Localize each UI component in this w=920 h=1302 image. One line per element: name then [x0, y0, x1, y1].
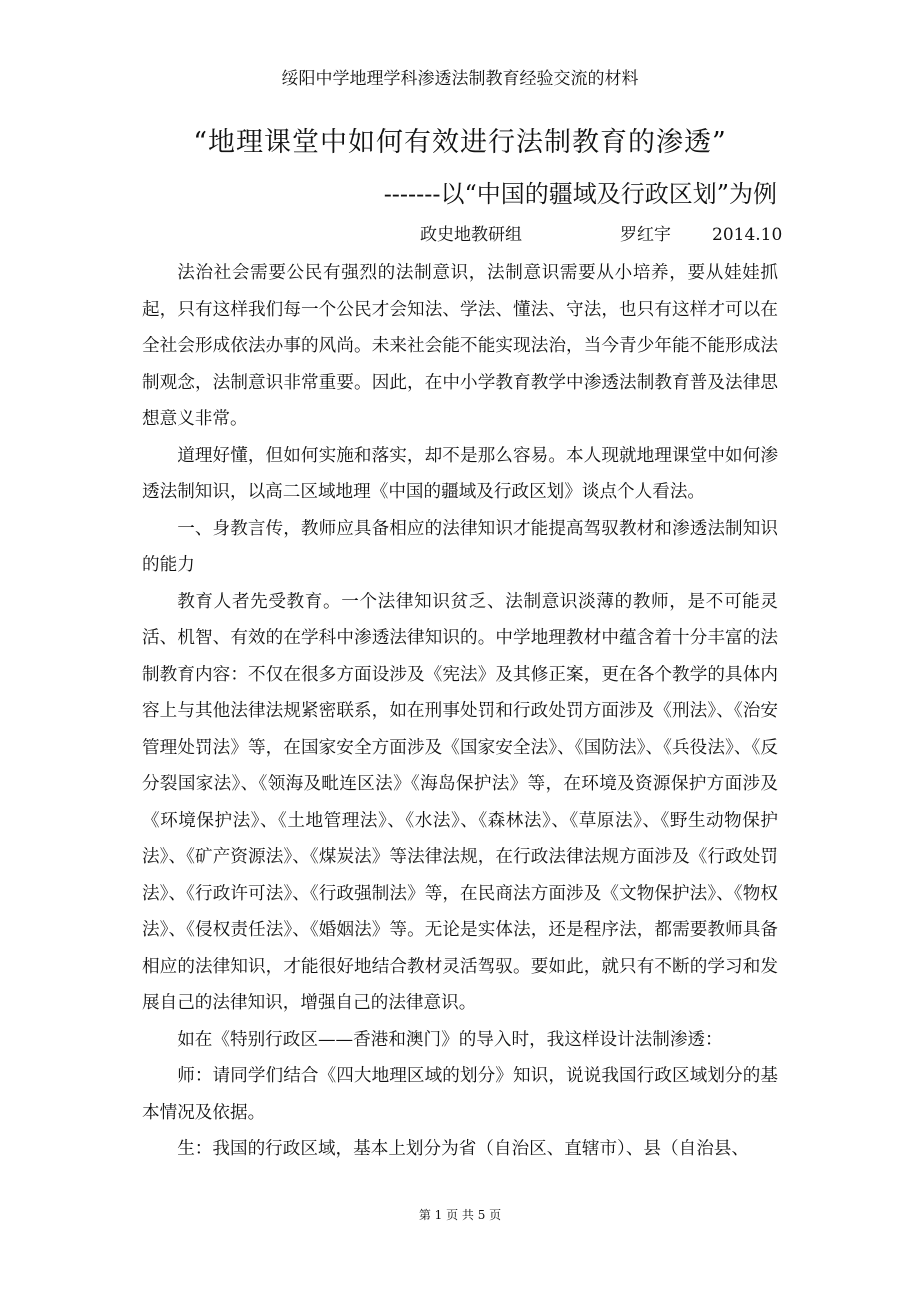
paragraph: 生：我国的行政区域，基本上划分为省（自治区、直辖市）、县（自治县、 [177, 1139, 749, 1159]
paragraph: 教育人者先受教育。一个法律知识贫乏、法制意识淡薄的教师，是不可能灵活、机智、有效的在学科中渗透法律知识的。中学地理教材中蕴含着十分丰富的法制教育内容：不仅在很多方面设涉及《宪法》及其修正案，更在各个教学的具体内容上与其他法律法规紧密联系，如在刑事处罚和行政处罚方面涉及《刑法》、《治安管理处罚法》等，在国家安全方面涉及《国家安全法》、《国防法》、《兵役法》、《反分裂国家法》、《领海及毗连区法》《海岛保护法》等，在环境及资源保护方面涉及《环境保护法》、《土地管理法》、《水法》、《森林法》、《草原法》、《野生动物保护法》、《矿产资源法》、《煤炭法》等法律法规，在行政法律法规方面涉及《行政处罚法》、《行政许可法》、《行政强制法》等，在民商法方面涉及《文物保护法》、《物权法》、《侵权责任法》、《婚姻法》等。无论是实体法，还是程序法，都需要教师具备相应的法律知识，才能很好地结合教材灵活驾驭。要如此，就只有不断的学习和发展自己的法律知识，增强自己的法律意识。 [142, 591, 778, 1013]
page-footer: 第 1 页 共 5 页 [418, 1208, 502, 1222]
document-body [142, 255, 778, 1168]
author-name: 罗红宇 [620, 225, 671, 245]
paragraph: 师：请同学们结合《四大地理区域的划分》知识，说说我国行政区域划分的基本情况及依据。 [142, 1066, 778, 1123]
document-title: “地理课堂中如何有效进行法制教育的渗透” [193, 127, 727, 158]
author-line [420, 220, 782, 245]
author-date: 2014.10 [712, 225, 783, 245]
paragraph: 道理好懂，但如何实施和落实，却不是那么容易。本人现就地理课堂中如何渗透法制知识，以高二区域地理《中国的疆域及行政区划》谈点个人看法。 [142, 445, 778, 502]
document-subtitle: -------以“中国的疆域及行政区划”为例 [383, 180, 777, 208]
author-org: 政史地教研组 [420, 225, 522, 245]
section-heading: 一、身教言传，教师应具备相应的法律知识才能提高驾驭教材和渗透法制知识的能力 [142, 518, 778, 575]
paragraph: 如在《特别行政区——香港和澳门》的导入时，我这样设计法制渗透： [177, 1029, 723, 1050]
document-header: 绥阳中学地理学科渗透法制教育经验交流的材料 [281, 69, 639, 89]
paragraph: 法治社会需要公民有强烈的法制意识，法制意识需要从小培养，要从娃娃抓起，只有这样我们每一个公民才会知法、学法、懂法、守法，也只有这样才可以在全社会形成依法办事的风尚。未来社会能不能实现法治，当今青少年能不能形成法制观念，法制意识非常重要。因此，在中小学教育教学中渗透法制教育普及法律思想意义非常。 [142, 263, 778, 429]
